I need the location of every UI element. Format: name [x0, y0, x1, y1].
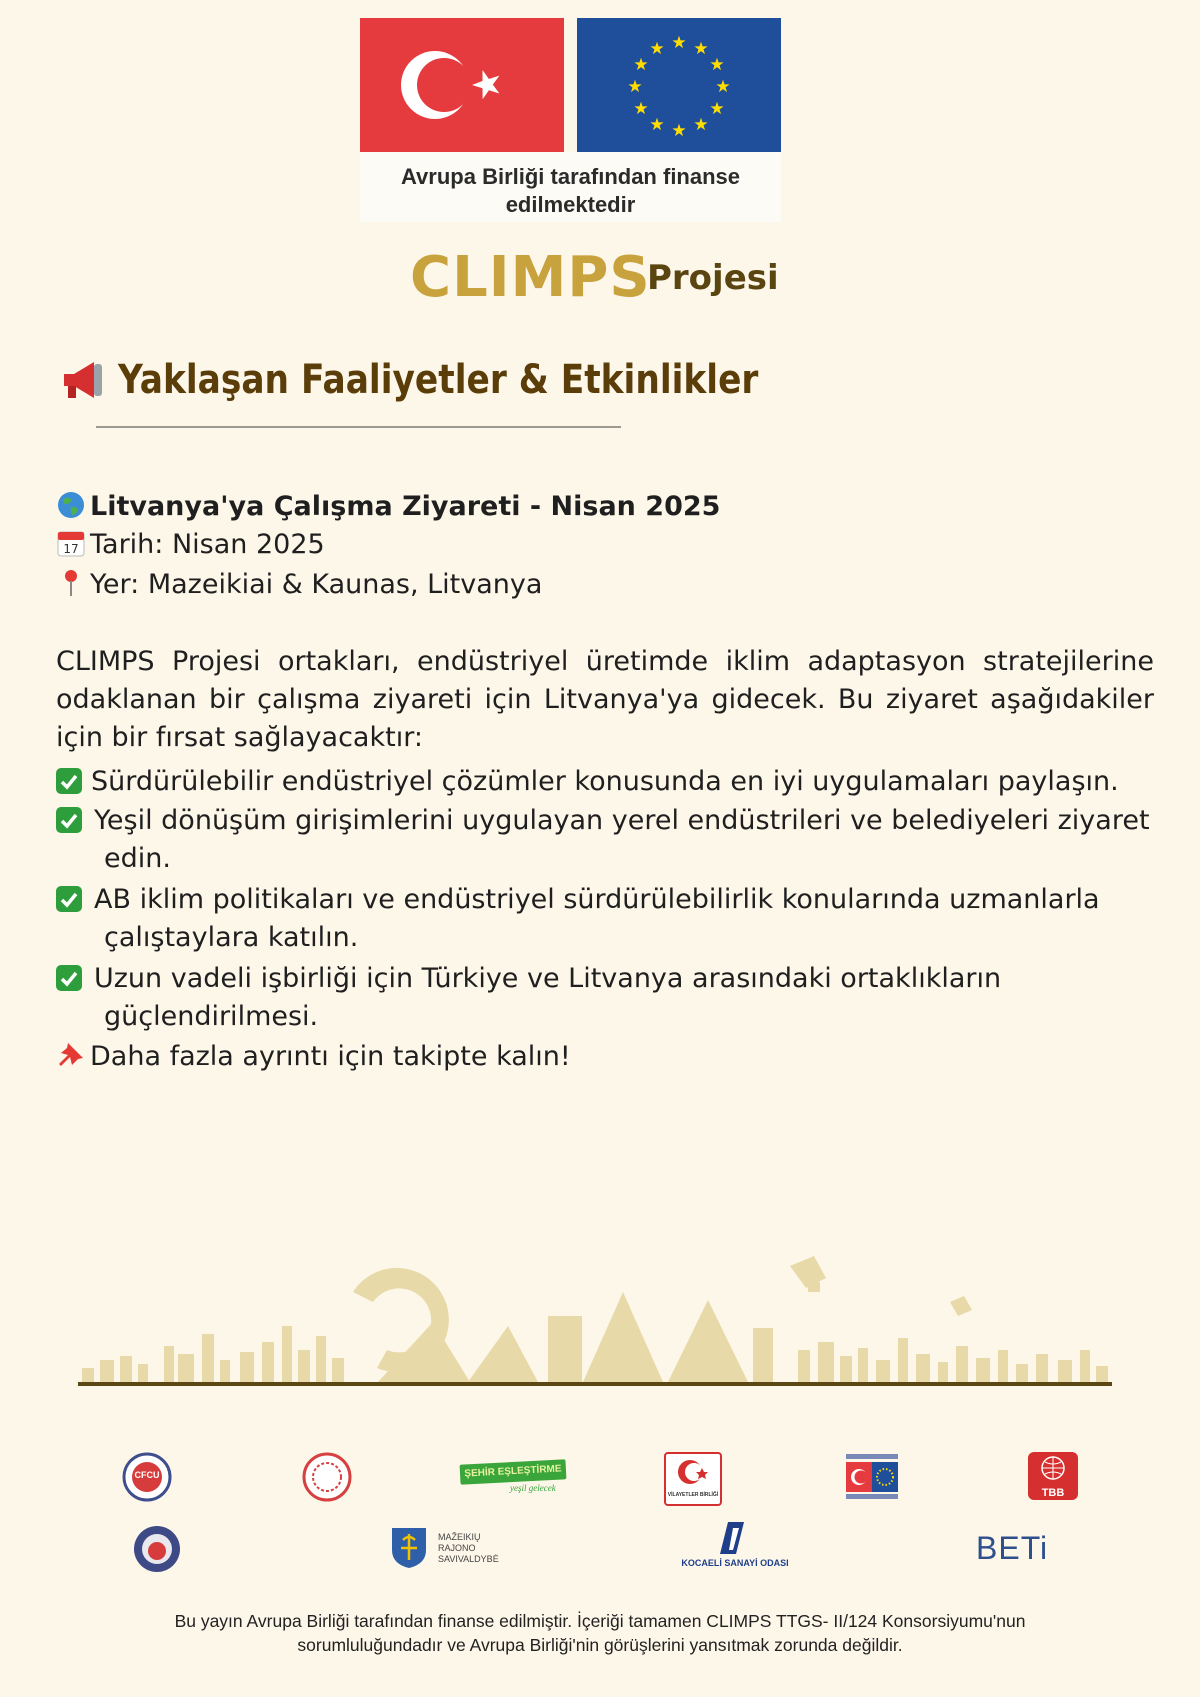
- funding-notice: [360, 163, 781, 219]
- svg-text:★: ★: [693, 39, 709, 59]
- svg-text:★: ★: [693, 115, 709, 135]
- event-description: CLIMPS Projesi ortakları, endüstriyel üretimde iklim adaptasyon stratejilerine odaklanan bir çalışma ziyareti için Litvanya'ya gidecek. Bu ziyaret aşağıdakiler için bir fırsat sağlayacaktır:: [56, 646, 1154, 753]
- mazeikiai-coat-of-arms: [390, 1526, 428, 1570]
- section-heading: Yaklaşan Faaliyetler & Etkinlikler: [118, 357, 759, 403]
- event-date-row: [56, 526, 325, 564]
- svg-text:★: ★: [627, 77, 643, 97]
- event-title-row: [56, 488, 720, 526]
- event-place: Yer: Mazeikiai & Kaunas, Litvanya: [90, 569, 543, 600]
- climps-logo-suffix: Projesi: [647, 258, 779, 298]
- check-icon: [56, 965, 82, 991]
- list-item: [56, 763, 1166, 801]
- eu-stars-icon: [577, 18, 781, 152]
- svg-text:★: ★: [649, 39, 665, 59]
- tbb-text: TBB: [1041, 1487, 1065, 1499]
- closing-row: [56, 1038, 571, 1076]
- tbb-logo: [1028, 1452, 1078, 1500]
- svg-text:★: ★: [709, 99, 725, 119]
- svg-text:★: ★: [715, 77, 731, 97]
- skyline-baseline: [78, 1382, 1112, 1386]
- disclaimer-line-2: sorumluluğundadır ve Avrupa Birliği'nin görüşlerini yansıtmak zorunda değildir.: [297, 1635, 903, 1655]
- disclaimer-line-1: Bu yayın Avrupa Birliği tarafından finanse edilmiştir. İçeriği tamamen CLIMPS TTGS- II/124 Konsorsiyumu'nun: [174, 1611, 1026, 1631]
- check-icon: [56, 886, 82, 912]
- list-item: [56, 802, 1166, 878]
- bullet-text: Uzun vadeli işbirliği için Türkiye ve Litvanya arasındaki ortaklıkların güçlendirilmesi.: [94, 963, 1002, 1032]
- footer-disclaimer: [100, 1609, 1100, 1657]
- crescent-star-icon: [360, 18, 564, 152]
- mazeikiai-text: [438, 1532, 499, 1565]
- bullet-text: Sürdürülebilir endüstriyel çözümler konusunda en iyi uygulamaları paylaşın.: [91, 766, 1119, 797]
- closing-text: Daha fazla ayrıntı için takipte kalın!: [90, 1041, 571, 1072]
- kocaeli-sanayi-odasi-text: KOCAELİ SANAYİ ODASI: [681, 1558, 789, 1568]
- list-item: [56, 960, 1166, 1036]
- vilayetler-birligi-text: VİLAYETLER BİRLİĞİ: [667, 1492, 719, 1498]
- kocaeli-sanayi-odasi-emblem: [720, 1522, 744, 1554]
- yesil-gelecek-text: yeşil gelecek: [510, 1483, 556, 1493]
- svg-text:★: ★: [671, 121, 687, 141]
- svg-text:17: 17: [63, 542, 79, 556]
- svg-text:★: ★: [633, 99, 649, 119]
- calendar-icon: [56, 528, 86, 558]
- globe-icon: [56, 490, 86, 520]
- mazeikiai-line-3: SAVIVALDYBĖ: [438, 1554, 499, 1564]
- beti-logo: BETi: [976, 1530, 1049, 1566]
- ministry-seal-logo: [302, 1452, 352, 1502]
- svg-text:★: ★: [709, 55, 725, 75]
- megaphone-icon: [60, 358, 108, 402]
- heading-divider: [96, 426, 621, 428]
- event-title: Litvanya'ya Çalışma Ziyareti - Nisan 2025: [90, 491, 721, 522]
- svg-text:★: ★: [633, 55, 649, 75]
- pushpin-icon: [56, 1040, 86, 1070]
- climps-logo: CLIMPS: [410, 245, 651, 310]
- event-place-row: [56, 566, 542, 604]
- turkey-flag: [360, 18, 564, 152]
- turkey-eu-delegation-logo: [846, 1454, 898, 1500]
- sehir-eslestirme-text: ŞEHİR EŞLEŞTİRME: [464, 1463, 562, 1480]
- pin-icon: [56, 568, 86, 598]
- skyline-illustration: [78, 1230, 1112, 1390]
- vilayetler-birligi-logo: [664, 1452, 722, 1506]
- funding-notice-line-1: Avrupa Birliği tarafından finanse: [400, 164, 741, 189]
- event-date: Tarih: Nisan 2025: [90, 529, 325, 560]
- mazeikiai-line-1: MAŽEIKIŲ: [438, 1532, 481, 1542]
- municipality-seal-logo: [132, 1524, 182, 1574]
- svg-text:★: ★: [649, 115, 665, 135]
- cfcu-logo-text: CFCU: [134, 1470, 160, 1480]
- funding-notice-line-2: edilmektedir: [505, 192, 636, 217]
- check-icon: [56, 768, 82, 794]
- eu-flag: [577, 18, 781, 152]
- svg-text:★: ★: [671, 33, 687, 53]
- bullet-text: AB iklim politikaları ve endüstriyel sürdürülebilirlik konularında uzmanlarla çalıştaylara katılın.: [94, 884, 1100, 953]
- list-item: [56, 881, 1166, 957]
- bullet-text: Yeşil dönüşüm girişimlerini uygulayan yerel endüstrileri ve belediyeleri ziyaret edin.: [94, 805, 1150, 874]
- sehir-eslestirme-logo: [460, 1459, 567, 1485]
- mazeikiai-line-2: RAJONO: [438, 1543, 476, 1553]
- check-icon: [56, 807, 82, 833]
